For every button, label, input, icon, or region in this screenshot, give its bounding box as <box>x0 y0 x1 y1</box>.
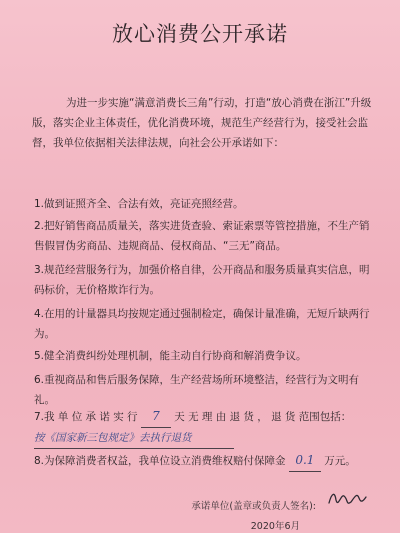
intro-paragraph: 为进一步实施“满意消费长三角”行动，打造“放心消费在浙江”升级版，落实企业主体责任，优化消费环境，规范生产经营行为，接受社会监督，我单位依据相关法律法规，向社会公开承诺如下： <box>32 97 372 149</box>
item7-scope-handwritten: 按《国家新三包规定》去执行退货 <box>34 432 192 444</box>
commitment-item-6: 6.重视商品和售后服务保障，生产经营场所环境整洁，经营行为文明有礼。 <box>34 374 360 406</box>
item8-suffix: 万元。 <box>324 455 356 467</box>
item8-amount-handwritten: 0.1 <box>295 453 315 467</box>
commitment-item-4: 4.在用的计量器具均按规定通过强制检定，确保计量准确，无短斤缺两行为。 <box>34 308 370 340</box>
handwritten-signature <box>326 488 368 510</box>
commitment-item-3: 3.规范经营服务行为，加强价格自律，公开商品和服务质量真实信息，明码标价，无价格欺诈行为。 <box>34 264 370 296</box>
commitment-item-2: 2.把好销售商品质量关，落实进货查验、索证索票等管控措施，不生产销售假冒伪劣商品、违规商品、侵权商品、“三无”商品。 <box>34 220 370 252</box>
document-title: 放心消费公开承诺 <box>112 22 288 46</box>
item7-prefix: 7.我 单 位 承 诺 实 行 <box>34 411 138 423</box>
signer-label: 承诺单位(盖章或负责人签名): <box>191 501 316 512</box>
commitment-item-5: 5.健全消费纠纷处理机制，能主动自行协商和解消费争议。 <box>34 350 307 362</box>
document-date: 2020年6月 <box>250 521 300 532</box>
item8-prefix: 8.为保障消费者权益，我单位设立消费维权赔付保障金 <box>34 455 286 467</box>
item7-days-handwritten: 7 <box>152 409 160 423</box>
commitment-item-8 <box>34 450 374 472</box>
item7-middle: 天 无 理 由 退 货 ， 退 货 范围包括： <box>174 411 352 423</box>
commitment-item-1: 1.做到证照齐全、合法有效，亮证亮照经营。 <box>34 198 244 210</box>
commitment-item-7 <box>34 406 374 449</box>
